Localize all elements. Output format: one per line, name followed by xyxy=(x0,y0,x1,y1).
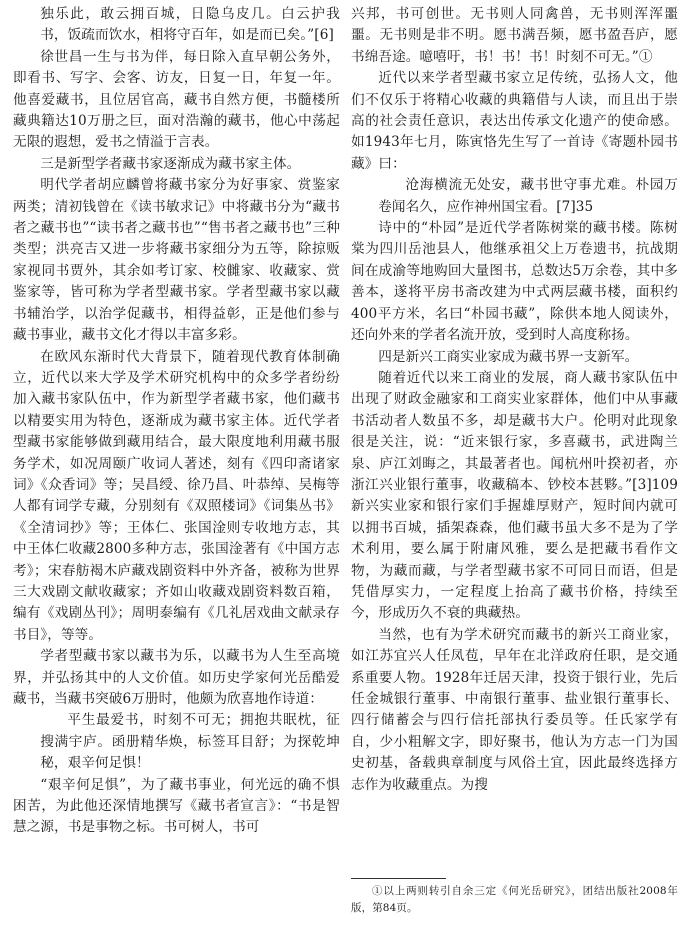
paragraph-xu-shichang: 徐世昌一生与书为伴，每日除入直早朝公务外，即看书、写字、会客、访友，日复一日，年复一年。他喜爱藏书，且位居官高，藏书自然方便，书髓楼所藏典籍达10万册之巨，面对浩瀚的藏书，他心中荡起无限的遐想，爱书之情溢于言表。 xyxy=(13,48,340,151)
poem-continuation: 独乐此，敢云拥百城，日隐乌皮几。白云护我书，饭疏而饮水，相将守百年，如是而已矣。”[6] xyxy=(40,6,340,44)
left-column xyxy=(13,4,340,839)
paragraph-modern-scholars: 在欧风东渐时代大背景下，随着现代教育体制确立，近代以来大学及学术研究机构中的众多学者纷纷加入藏书家队伍中，作为新型学者藏书家，他们藏书以精要实用为特色，逐渐成为藏书家主体。近代学者型藏书家能够做到藏用结合，最大限度地利用藏书服务学术，如况周颐广收词人著述，刻有《四印斋诸家词》《众香词》等；吴昌绶、徐乃昌、叶恭绰、吴梅等人都有词学专藏，分别刻有《双照楼词》《词集丛书》《全清词抄》等；王体仁、张国淦则专收地方志，其中王体仁收藏2800多种方志，张国淦著有《中国方志考》；宋春舫褐木庐藏戏剧资料中外齐备，被称为世界三大戏剧文献收藏家；齐如山收藏戏剧资料数百箱，编有《戏剧丛刊》；周明泰编有《几礼居戏曲文献录存书目》，等等。 xyxy=(13,348,340,643)
poem-he-guangyue: 平生最爱书，时刻不可无；拥抱共眠枕，征搜满宇庐。函册精华焕，标签耳目舒；为探乾坤秘，艰辛何足惧！ xyxy=(40,712,340,772)
paragraph-ren-fengbao: 当然，也有为学术研究而藏书的新兴工商业家，如江苏宜兴人任凤苞，早年在北洋政府任职，是交通系重要人物。1928年迁居天津，投资于银行业，先后任金城银行董事、中南银行董事、盐业银行董事长、四行储蓄会与四行信托部执行委员等。任氏家学有自，少小粗解文字，即好聚书，他认为方志一门为国史初基，备载典章制度与风俗土宜，因此最终选择方志作为收藏重点。为搜 xyxy=(351,626,678,793)
footnote-divider xyxy=(351,878,446,879)
paragraph-puyuan: 诗中的“朴园”是近代学者陈树棠的藏书楼。陈树棠为四川岳池县人，他继承祖父上万卷遗书，抗战期间在成渝等地购回大量图书，总数达5万余卷，其中多善本，遂将平房书斋改建为中式两层藏书楼，面积约400平方米，名曰“朴园书藏”，除供本地人阅读外，还向外来的学者名流开放，受到时人高度称扬。 xyxy=(351,220,678,344)
paragraph-bankers: 随着近代以来工商业的发展，商人藏书家队伍中出现了财政金融家和工商实业家群体，他们中从事藏书活动者人数虽不多，却是藏书大户。伦明对此现象很是关注，说：“近来银行家，多喜藏书，武进陶兰泉、庐江刘晦之，其最著者也。闻杭州叶揆初者，亦浙江兴业银行董事，收藏稿本、钞校本甚夥。”[3]109新兴实业家和银行家们手握雄厚财产，短时间内就可以拥书百城，插架森森，他们藏书虽大多不是为了学术利用，要么属于附庸风雅，要么是把藏书看作文物，为藏而藏，与学者型藏书家不可同日而语，但是凭借厚实力，一定程度上抬高了藏书价格，持续至今，形成历久不衰的典藏热。 xyxy=(351,369,678,622)
paragraph-humanism: 近代以来学者型藏书家立足传统，弘扬人文，他们不仅乐于将精心收藏的典籍借与人读，而且出于崇高的社会责任意识，表达出传承文化遗产的使命感。如1943年七月，陈寅恪先生写了一首诗《寄题朴园书藏》曰： xyxy=(351,70,678,172)
section-heading-scholar-collectors: 三是新型学者藏书家逐渐成为藏书家主体。 xyxy=(40,155,301,172)
footnote: ①以上两则转引自余三定《何光岳研究》，团结出版社2008年版，第84页。 xyxy=(351,885,678,914)
poem-chen-yinke: 沧海横流无处安，藏书世守事尤难。朴园万卷闻名久，应作神州国宝看。[7]35 xyxy=(378,177,678,215)
paragraph-he-guangyue: 学者型藏书家以藏书为乐，以藏书为人生至高境界，并弘扬其中的人文价值。如历史学家何光岳酷爱藏书，当藏书突破6万册时，他颇为欣喜地作诗道： xyxy=(13,648,340,707)
section-heading-industrialists: 四是新兴工商实业家成为藏书界一支新军。 xyxy=(378,348,639,365)
paragraph-collector-types: 明代学者胡应麟曾将藏书家分为好事家、赏鉴家两类；清初钱曾在《读书敏求记》中将藏书分为“藏书者之藏书也”“读书者之藏书也”“售书者之藏书也”三种类型；洪亮吉又进一步将藏书家细分为五等，除掠贩家视同书贾外，其余如考订家、校雠家、收藏家、赏鉴家等，皆可称为学者型藏书家。学者型藏书家以藏书辅治学，以治学促藏书，相得益彰，正是他们参与藏书事业，藏书文化才得以丰富多彩。 xyxy=(13,177,340,344)
paragraph-declaration: “艰辛何足惧”，为了藏书事业，何光远的确不惧困苦，为此他还深情地撰写《藏书者宣言》：“书是智慧之源，书是事物之标。书可树人，书可 xyxy=(13,776,340,836)
declaration-continuation: 兴邦，书可创世。无书则人同禽兽，无书则浑浑噩噩。无书则是非不明。愿书满吾频，愿书盈吾庐，愿书绵吾途。噫嘻吁，书！书！书！时刻不可无。”① xyxy=(351,6,678,65)
right-column xyxy=(351,4,678,796)
